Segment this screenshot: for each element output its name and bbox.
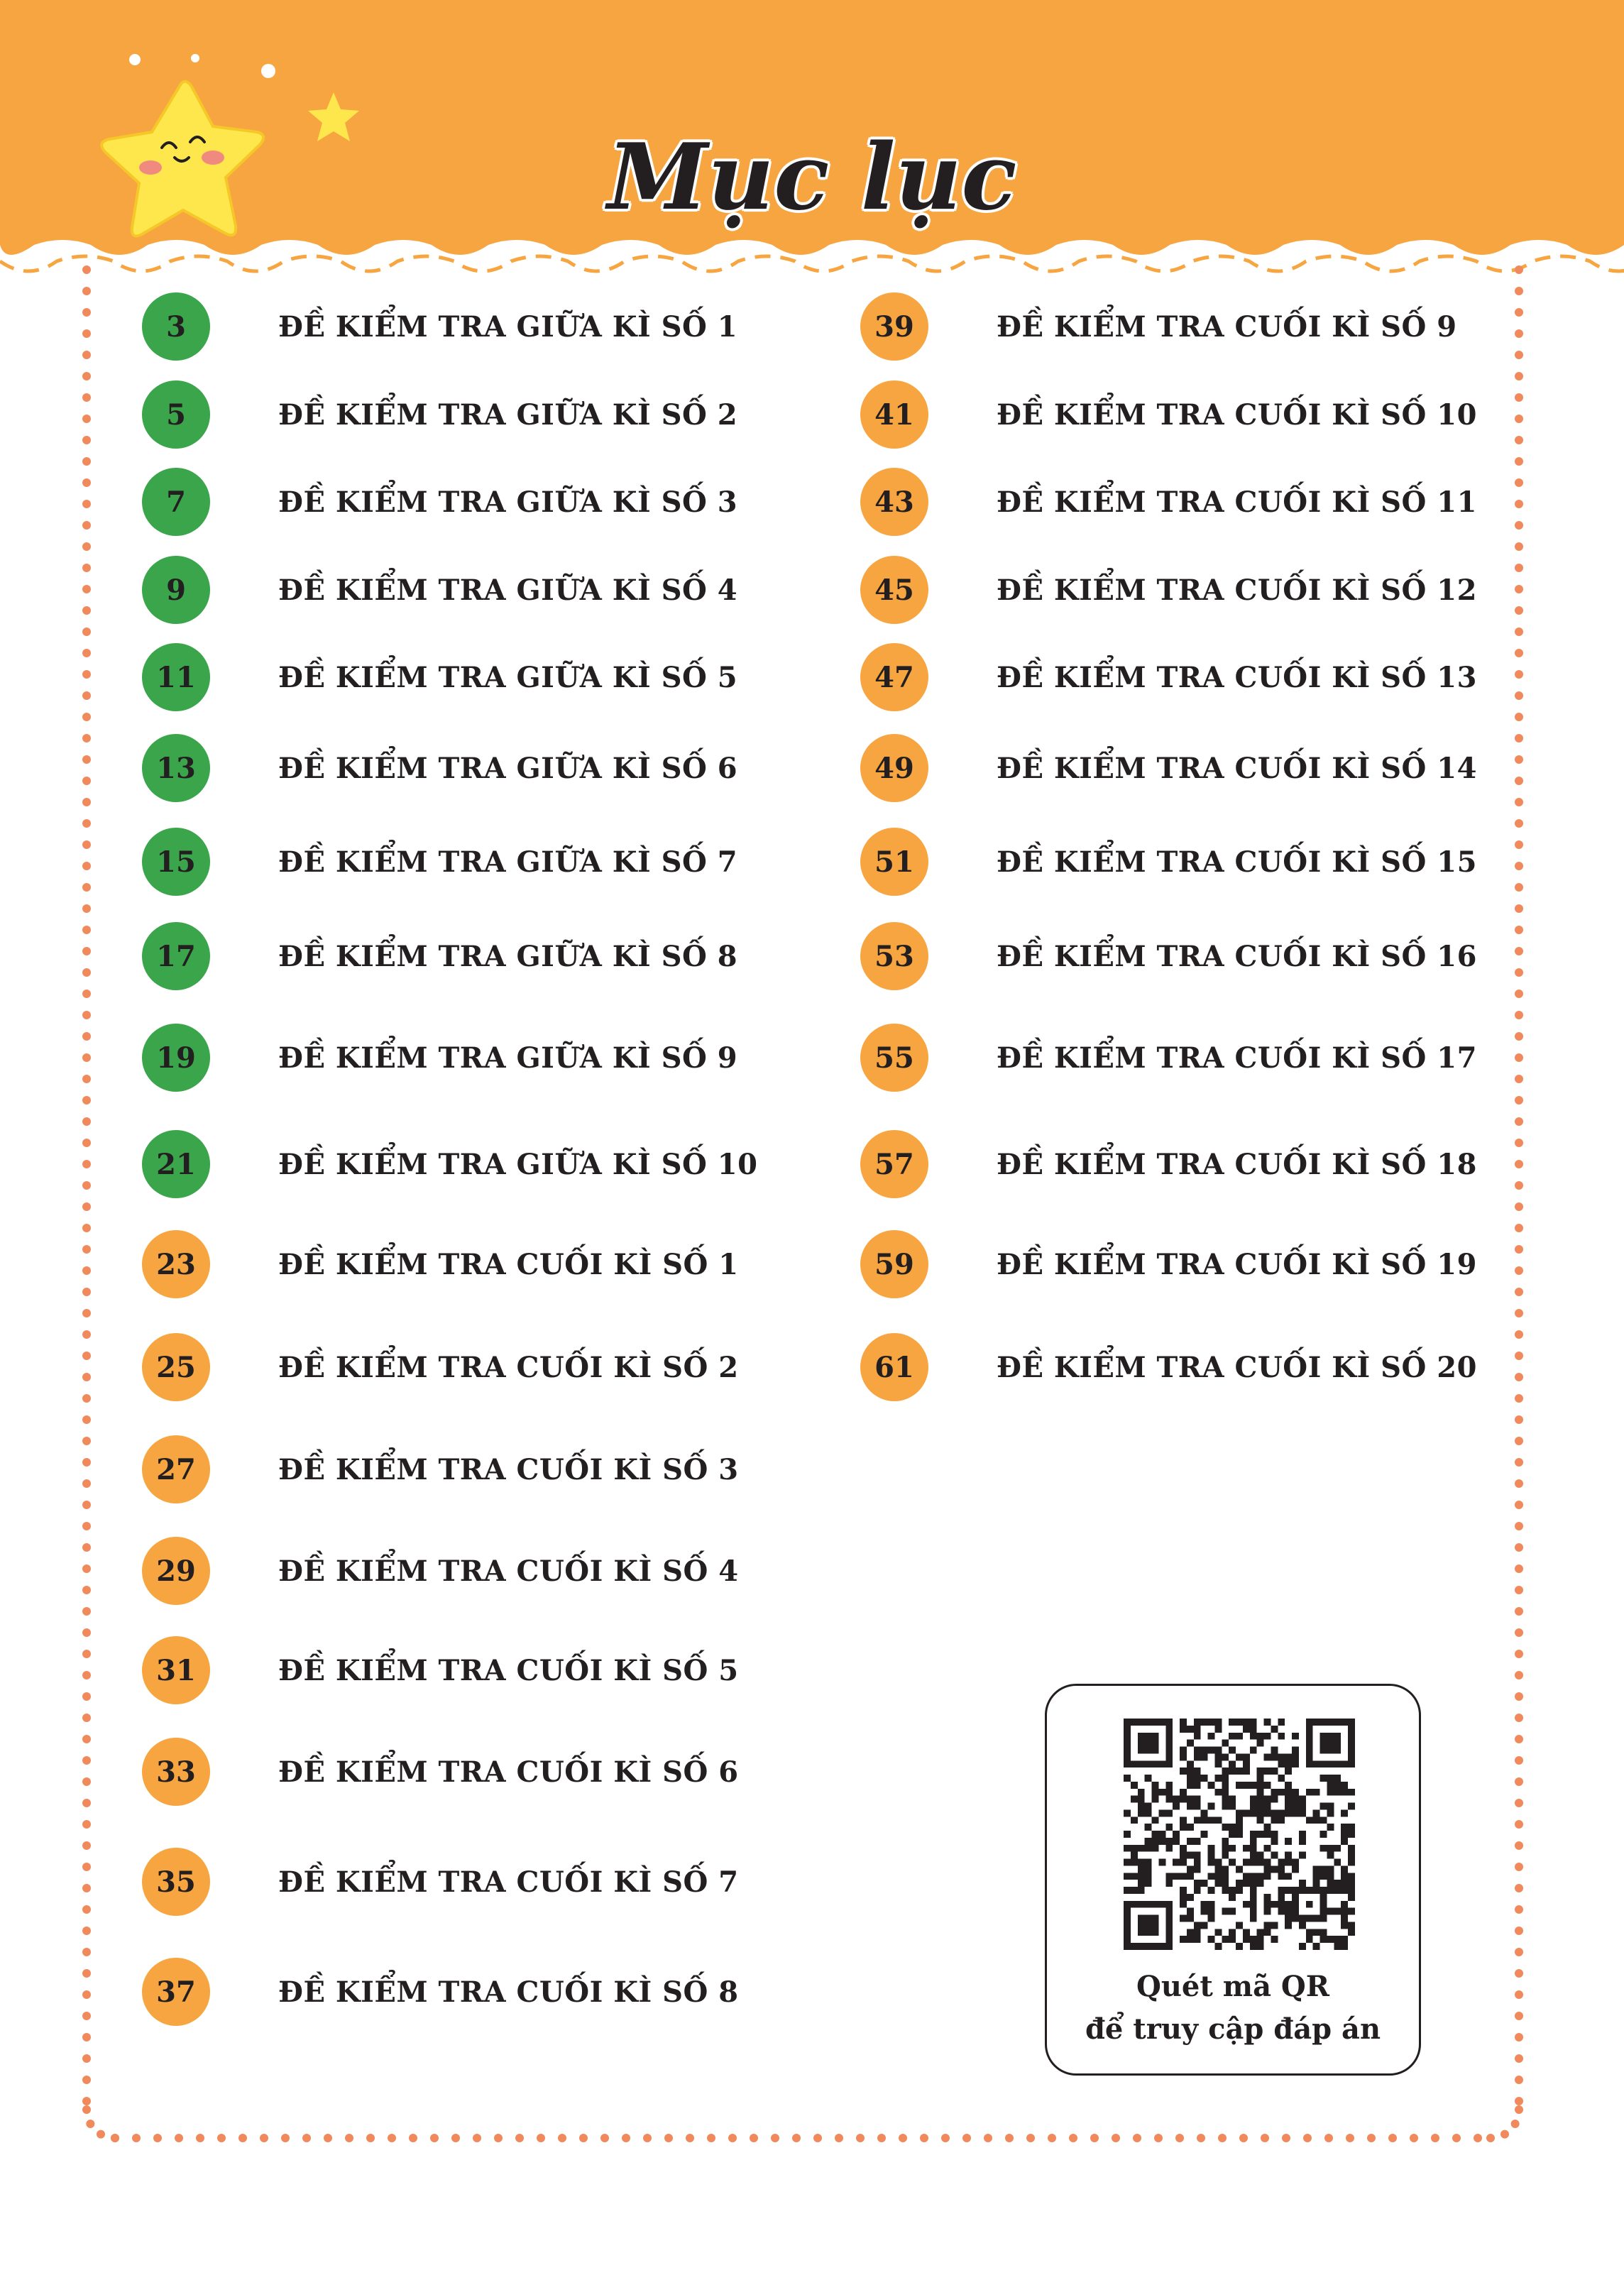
qr-code-icon[interactable] <box>1124 1719 1355 1950</box>
toc-item-label: ĐỀ KIỂM TRA CUỐI KÌ SỐ 4 <box>278 1554 739 1588</box>
toc-item[interactable] <box>860 922 1477 990</box>
toc-item-label: ĐỀ KIỂM TRA GIỮA KÌ SỐ 6 <box>278 751 738 785</box>
toc-item[interactable] <box>860 828 1477 896</box>
toc-item-label: ĐỀ KIỂM TRA GIỮA KÌ SỐ 9 <box>278 1041 738 1075</box>
toc-item-label: ĐỀ KIỂM TRA CUỐI KÌ SỐ 1 <box>278 1247 739 1281</box>
toc-item[interactable] <box>142 556 737 624</box>
toc-item[interactable] <box>142 734 737 802</box>
toc-item[interactable] <box>142 1738 739 1806</box>
page-number-badge: 57 <box>860 1130 928 1198</box>
page-number-badge: 33 <box>142 1738 210 1806</box>
page-number-badge: 31 <box>142 1636 210 1704</box>
toc-item[interactable] <box>142 828 737 896</box>
toc-item-label: ĐỀ KIỂM TRA GIỮA KÌ SỐ 4 <box>278 573 738 607</box>
toc-item-label: ĐỀ KIỂM TRA CUỐI KÌ SỐ 14 <box>997 751 1477 785</box>
toc-item-label: ĐỀ KIỂM TRA GIỮA KÌ SỐ 1 <box>278 309 738 344</box>
page-number-badge: 53 <box>860 922 928 990</box>
page-number-badge: 43 <box>860 468 928 536</box>
page-number-badge: 21 <box>142 1130 210 1198</box>
toc-item-label: ĐỀ KIỂM TRA CUỐI KÌ SỐ 13 <box>997 660 1477 694</box>
page-number-badge: 49 <box>860 734 928 802</box>
qr-caption-line2: để truy cập đáp án <box>1085 2012 1381 2046</box>
page-number-badge: 39 <box>860 292 928 361</box>
page-number-badge: 15 <box>142 828 210 896</box>
toc-item[interactable] <box>860 1230 1477 1298</box>
page-number-badge: 47 <box>860 643 928 711</box>
toc-item[interactable] <box>142 1537 739 1605</box>
toc-item-label: ĐỀ KIỂM TRA CUỐI KÌ SỐ 20 <box>997 1350 1477 1384</box>
toc-item-label: ĐỀ KIỂM TRA GIỮA KÌ SỐ 8 <box>278 939 738 973</box>
toc-item-label: ĐỀ KIỂM TRA CUỐI KÌ SỐ 2 <box>278 1350 739 1384</box>
toc-item[interactable] <box>860 1333 1477 1401</box>
toc-item[interactable] <box>142 1024 737 1092</box>
toc-item-label: ĐỀ KIỂM TRA CUỐI KÌ SỐ 12 <box>997 573 1477 607</box>
toc-item-label: ĐỀ KIỂM TRA CUỐI KÌ SỐ 10 <box>997 398 1477 432</box>
page-number-badge: 59 <box>860 1230 928 1298</box>
page-number-badge: 25 <box>142 1333 210 1401</box>
toc-item[interactable] <box>142 1333 739 1401</box>
toc-item[interactable] <box>142 380 737 449</box>
toc-item[interactable] <box>860 734 1477 802</box>
toc-item[interactable] <box>860 556 1477 624</box>
qr-caption-line1: Quét mã QR <box>1136 1970 1330 2003</box>
qr-caption <box>1047 1966 1419 2051</box>
page-number-badge: 9 <box>142 556 210 624</box>
page-number-badge: 11 <box>142 643 210 711</box>
page-number-badge: 5 <box>142 380 210 449</box>
toc-item-label: ĐỀ KIỂM TRA CUỐI KÌ SỐ 7 <box>278 1865 739 1899</box>
qr-card <box>1045 1684 1421 2076</box>
toc-item[interactable] <box>142 922 737 990</box>
page-number-badge: 23 <box>142 1230 210 1298</box>
toc-item[interactable] <box>860 292 1457 361</box>
page-number-badge: 3 <box>142 292 210 361</box>
toc-item-label: ĐỀ KIỂM TRA CUỐI KÌ SỐ 16 <box>997 939 1477 973</box>
toc-item[interactable] <box>142 1435 739 1503</box>
page-number-badge: 17 <box>142 922 210 990</box>
toc-item-label: ĐỀ KIỂM TRA CUỐI KÌ SỐ 17 <box>997 1041 1477 1075</box>
toc-item-label: ĐỀ KIỂM TRA GIỮA KÌ SỐ 7 <box>278 845 738 879</box>
toc-item[interactable] <box>142 468 737 536</box>
page-title: Mục lục <box>607 124 1017 231</box>
toc-item-label: ĐỀ KIỂM TRA CUỐI KÌ SỐ 15 <box>997 845 1477 879</box>
toc-item-label: ĐỀ KIỂM TRA CUỐI KÌ SỐ 9 <box>997 309 1457 344</box>
toc-item[interactable] <box>142 1848 739 1916</box>
toc-item[interactable] <box>142 292 737 361</box>
page-number-badge: 45 <box>860 556 928 624</box>
toc-item[interactable] <box>142 1636 739 1704</box>
toc-item[interactable] <box>860 468 1477 536</box>
page-number-badge: 37 <box>142 1958 210 2026</box>
toc-item-label: ĐỀ KIỂM TRA CUỐI KÌ SỐ 8 <box>278 1975 739 2009</box>
toc-item-label: ĐỀ KIỂM TRA CUỐI KÌ SỐ 19 <box>997 1247 1477 1281</box>
toc-item[interactable] <box>860 1024 1477 1092</box>
toc-item-label: ĐỀ KIỂM TRA GIỮA KÌ SỐ 10 <box>278 1147 758 1181</box>
toc-item-label: ĐỀ KIỂM TRA CUỐI KÌ SỐ 5 <box>278 1653 739 1687</box>
toc-item[interactable] <box>860 380 1477 449</box>
page-number-badge: 41 <box>860 380 928 449</box>
toc-item-label: ĐỀ KIỂM TRA GIỮA KÌ SỐ 2 <box>278 398 738 432</box>
toc-item-label: ĐỀ KIỂM TRA CUỐI KÌ SỐ 6 <box>278 1755 739 1789</box>
page-number-badge: 51 <box>860 828 928 896</box>
page-number-badge: 19 <box>142 1024 210 1092</box>
toc-item[interactable] <box>142 643 737 711</box>
toc-item[interactable] <box>142 1130 757 1198</box>
page-number-badge: 29 <box>142 1537 210 1605</box>
toc-item[interactable] <box>860 1130 1477 1198</box>
page-number-badge: 13 <box>142 734 210 802</box>
page-number-badge: 7 <box>142 468 210 536</box>
toc-item[interactable] <box>142 1230 739 1298</box>
toc-item-label: ĐỀ KIỂM TRA GIỮA KÌ SỐ 3 <box>278 485 738 519</box>
toc-item[interactable] <box>860 643 1477 711</box>
toc-item-label: ĐỀ KIỂM TRA CUỐI KÌ SỐ 3 <box>278 1452 739 1486</box>
page-number-badge: 35 <box>142 1848 210 1916</box>
page-number-badge: 27 <box>142 1435 210 1503</box>
page-number-badge: 55 <box>860 1024 928 1092</box>
toc-item[interactable] <box>142 1958 739 2026</box>
toc-item-label: ĐỀ KIỂM TRA CUỐI KÌ SỐ 18 <box>997 1147 1477 1181</box>
toc-item-label: ĐỀ KIỂM TRA CUỐI KÌ SỐ 11 <box>997 485 1477 519</box>
page-number-badge: 61 <box>860 1333 928 1401</box>
toc-item-label: ĐỀ KIỂM TRA GIỮA KÌ SỐ 5 <box>278 660 738 694</box>
